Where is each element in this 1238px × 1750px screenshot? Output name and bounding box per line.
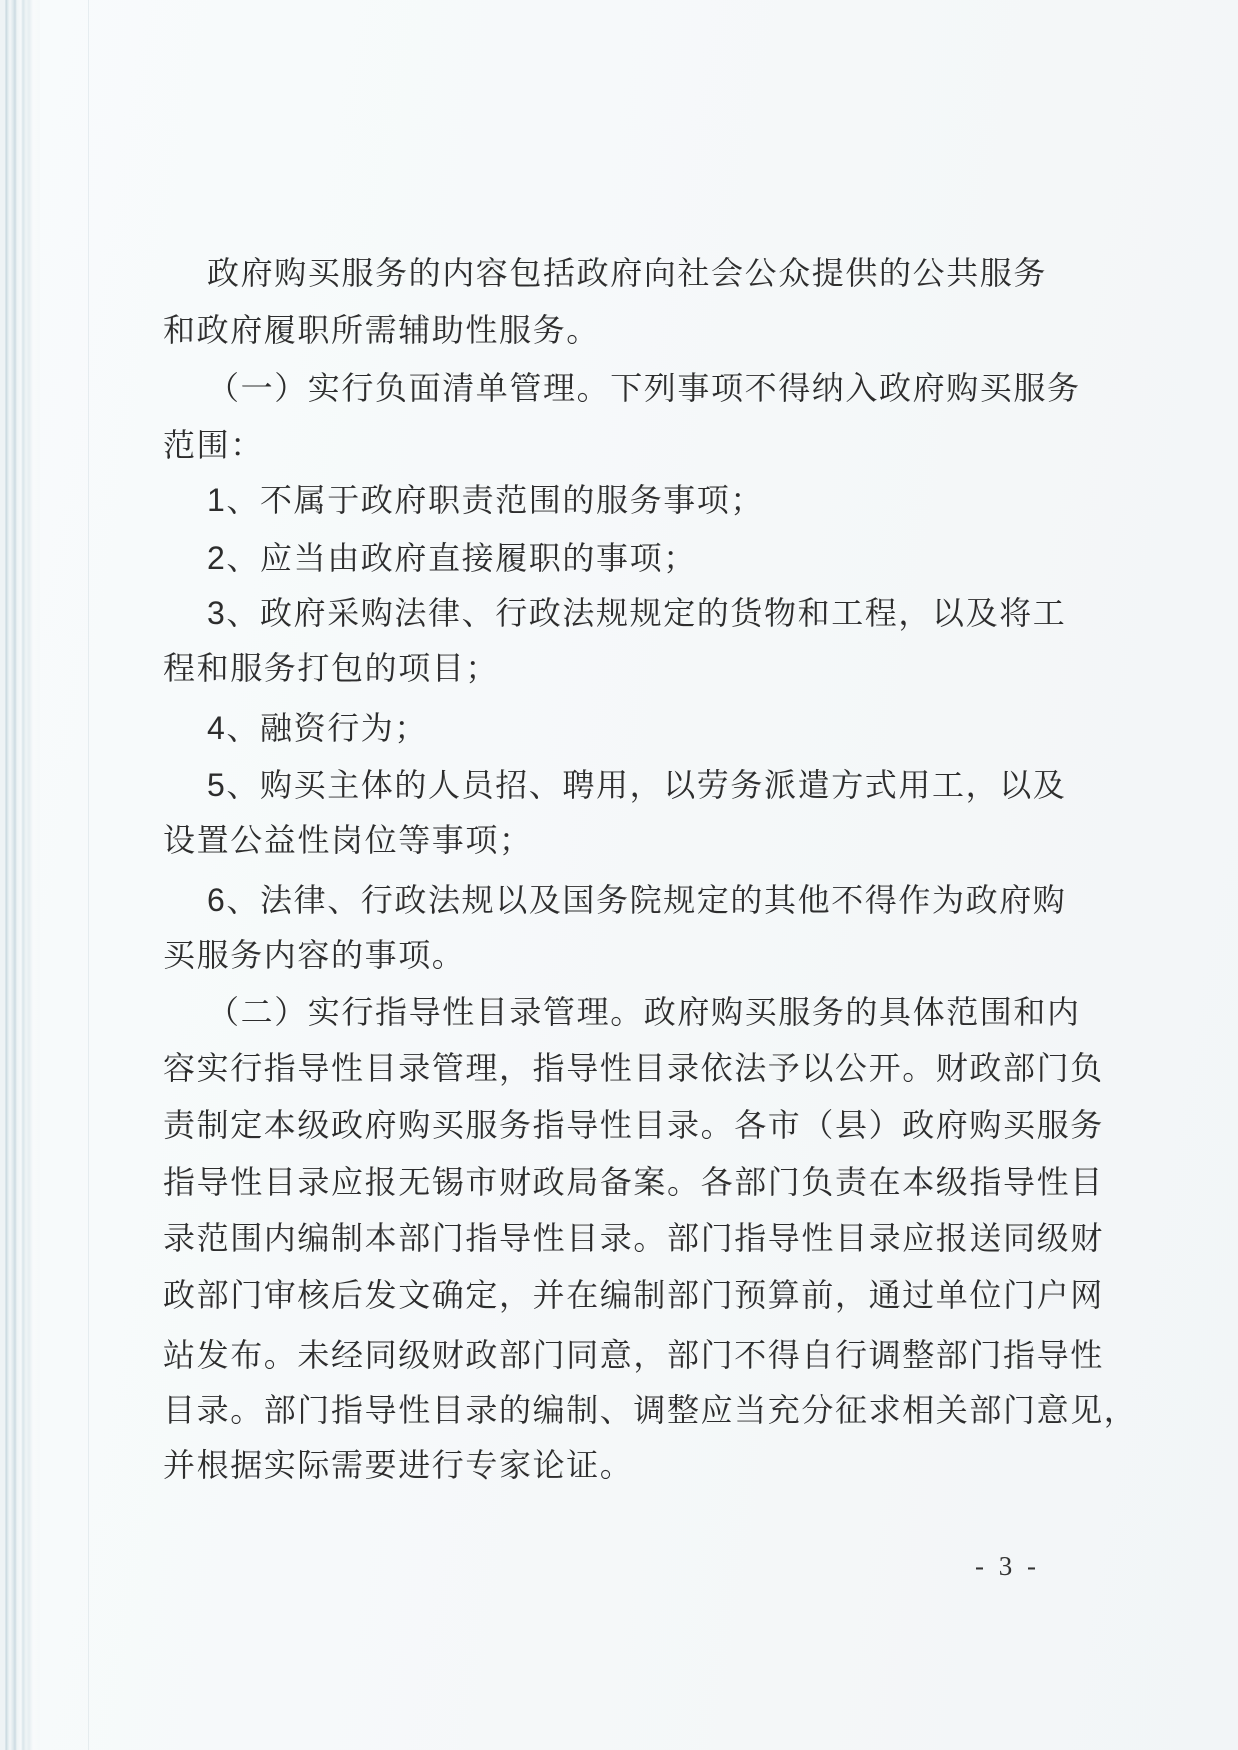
page-fold-line xyxy=(88,0,89,1750)
text-line: 指导性目录应报无锡市财政局备案。各部门负责在本级指导性目 xyxy=(163,1164,1104,1200)
text-line: 买服务内容的事项。 xyxy=(163,937,466,973)
text-line: 范围： xyxy=(163,427,264,463)
text-line: 4、融资行为； xyxy=(207,710,428,746)
text-line: 设置公益性岗位等事项； xyxy=(163,822,533,858)
text-line: 和政府履职所需辅助性服务。 xyxy=(163,312,600,348)
text-line: 并根据实际需要进行专家论证。 xyxy=(163,1447,634,1483)
text-line: 责制定本级政府购买服务指导性目录。各市（县）政府购买服务 xyxy=(163,1107,1104,1143)
text-line: 6、法律、行政法规以及国务院规定的其他不得作为政府购 xyxy=(207,882,1067,918)
scan-edge-stripes xyxy=(0,0,40,1750)
text-line: （一）实行负面清单管理。下列事项不得纳入政府购买服务 xyxy=(207,370,1081,406)
text-line: 2、应当由政府直接履职的事项； xyxy=(207,540,697,576)
page-number: - 3 - xyxy=(975,1551,1040,1581)
text-line: （二）实行指导性目录管理。政府购买服务的具体范围和内 xyxy=(207,994,1081,1030)
text-line: 站发布。未经同级财政部门同意，部门不得自行调整部门指导性 xyxy=(163,1337,1104,1373)
text-line: 容实行指导性目录管理，指导性目录依法予以公开。财政部门负 xyxy=(163,1050,1104,1086)
text-line: 政部门审核后发文确定，并在编制部门预算前，通过单位门户网 xyxy=(163,1277,1104,1313)
text-line: 5、购买主体的人员招、聘用，以劳务派遣方式用工，以及 xyxy=(207,767,1067,803)
text-line: 政府购买服务的内容包括政府向社会公众提供的公共服务 xyxy=(207,255,1048,291)
text-line: 录范围内编制本部门指导性目录。部门指导性目录应报送同级财 xyxy=(163,1220,1104,1256)
text-line: 3、政府采购法律、行政法规规定的货物和工程，以及将工 xyxy=(207,595,1067,631)
text-line: 目录。部门指导性目录的编制、调整应当充分征求相关部门意见， xyxy=(163,1392,1138,1428)
text-line: 1、不属于政府职责范围的服务事项； xyxy=(207,482,764,518)
text-line: 程和服务打包的项目； xyxy=(163,650,500,686)
